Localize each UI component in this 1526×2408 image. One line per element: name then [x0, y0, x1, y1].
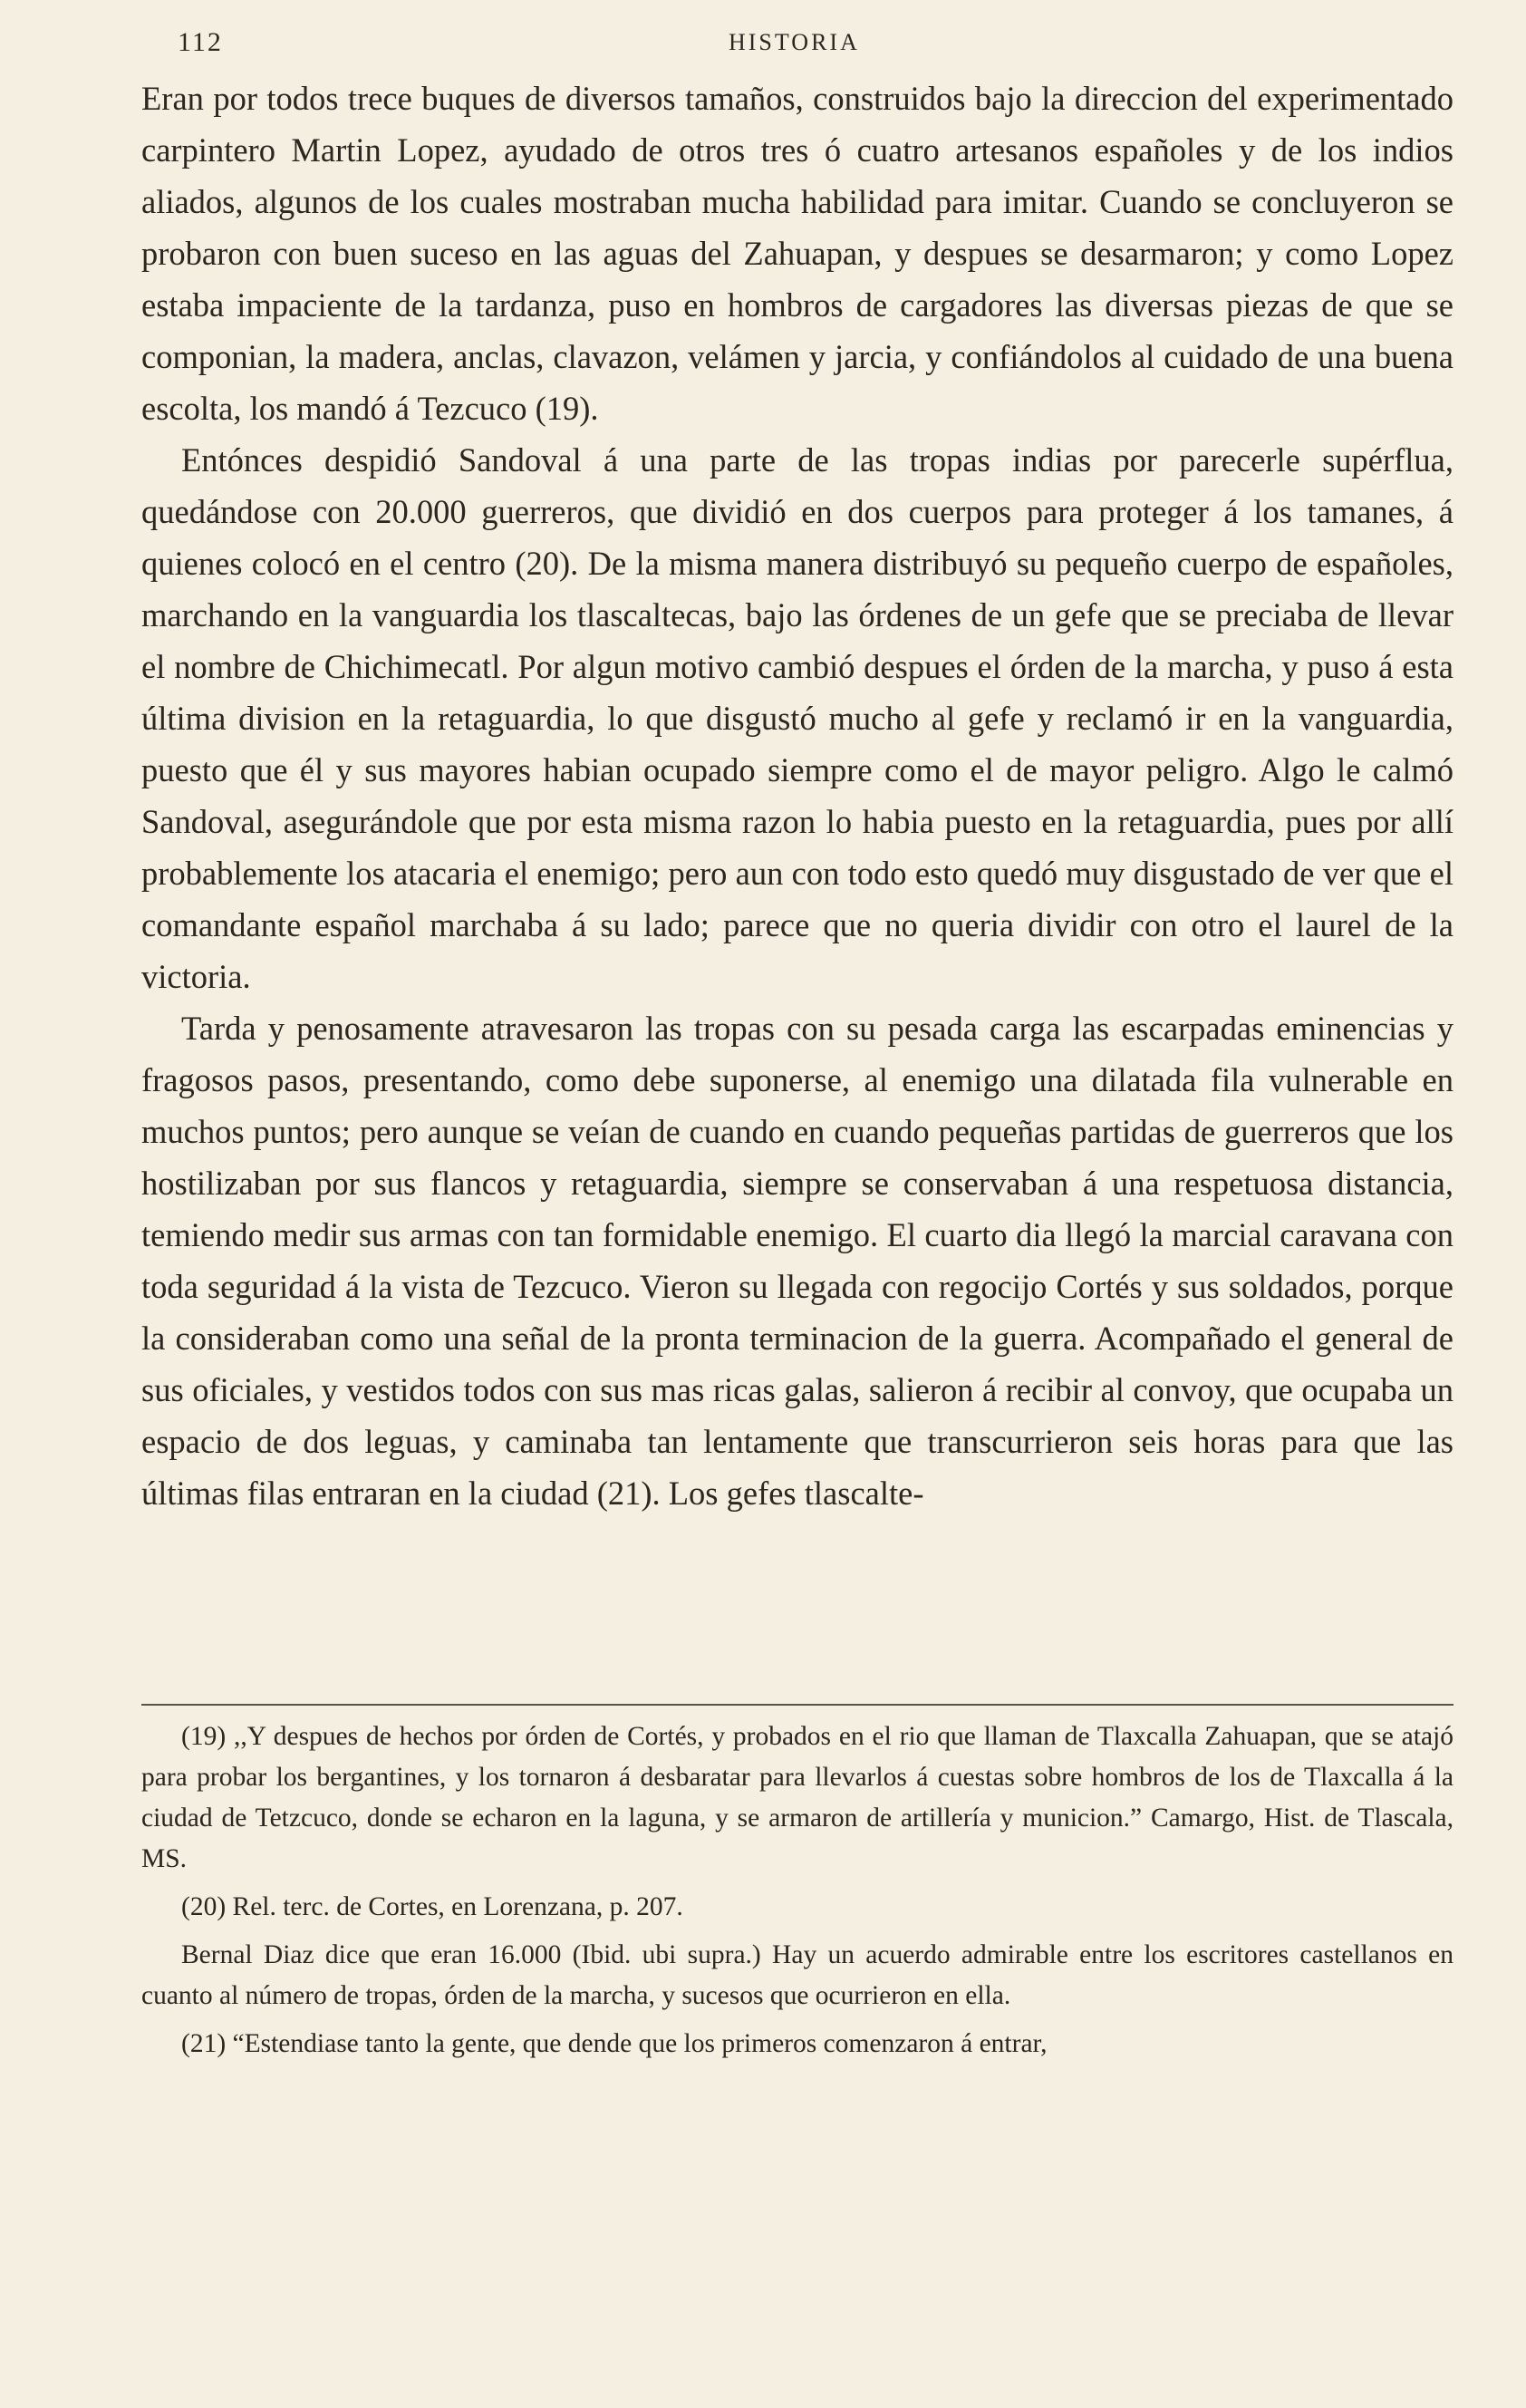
- footnote-20-continued: Bernal Diaz dice que eran 16.000 (Ibid. ubi supra.) Hay un acuerdo admirable entre los escritores castellanos en cuanto al número de tropas, órden de la marcha, y sucesos que ocurrieron en ella.: [141, 1940, 1454, 2010]
- page-number: 112: [178, 27, 223, 57]
- main-text: [141, 73, 1454, 1519]
- paragraph-2: Entónces despidió Sandoval á una parte de las tropas indias por parecerle supérflua, quedándose con 20.000 guerreros, que dividió en dos cuerpos para proteger á los tamanes, á quienes colocó en el centro (20). De la misma manera distribuyó su pequeño cuerpo de españoles, marchando en la vanguardia los tlascaltecas, bajo las órdenes de un gefe que se preciaba de llevar el nombre de Chichimecatl. Por algun motivo cambió despues el órden de la marcha, y puso á esta última division en la retaguardia, lo que disgustó mucho al gefe y reclamó ir en la vanguardia, puesto que él y sus mayores habian ocupado siempre como el de mayor peligro. Algo le calmó Sandoval, asegurándole que por esta misma razon lo habia puesto en la retaguardia, pues por allí probablemente los atacaria el enemigo; pero aun con todo esto quedó muy disgustado de ver que el comandante español marchaba á su lado; parece que no queria dividir con otro el laurel de la victoria.: [141, 441, 1454, 995]
- footnotes: [141, 1717, 1454, 2065]
- paragraph-1: Eran por todos trece buques de diversos tamaños, construidos bajo la direccion del experimentado carpintero Martin Lopez, ayudado de otros tres ó cuatro artesanos españoles y de los indios aliados, algunos de los cuales mostraban mucha habilidad para imitar. Cuando se concluyeron se probaron con buen suceso en las aguas del Zahuapan, y despues se desarmaron; y como Lopez estaba impaciente de la tardanza, puso en hombros de cargadores las diversas piezas de que se componian, la madera, anclas, clavazon, velámen y jarcia, y confiándolos al cuidado de una buena escolta, los mandó á Tezcuco (19).: [141, 80, 1454, 427]
- paragraph-3: Tarda y penosamente atravesaron las tropas con su pesada carga las escarpadas eminencias y fragosos pasos, presentando, como debe suponerse, al enemigo una dilatada fila vulnerable en muchos puntos; pero aunque se veían de cuando en cuando pequeñas partidas de guerreros que los hostilizaban por sus flancos y retaguardia, siempre se conservaban á una respetuosa distancia, temiendo medir sus armas con tan formidable enemigo. El cuarto dia llegó la marcial caravana con toda seguridad á la vista de Tezcuco. Vieron su llegada con regocijo Cortés y sus soldados, porque la consideraban como una señal de la pronta terminacion de la guerra. Acompañado el general de sus oficiales, y vestidos todos con sus mas ricas galas, salieron á recibir al convoy, que ocupaba un espacio de dos leguas, y caminaba tan lentamente que transcurrieron seis horas para que las últimas filas entraran en la ciudad (21). Los gefes tlascalte-: [141, 1010, 1454, 1512]
- footnote-divider: [141, 1704, 1454, 1706]
- footnote-20: (20) Rel. terc. de Cortes, en Lorenzana, p. 207.: [181, 1892, 683, 1921]
- footnote-19: (19) ,,Y despues de hechos por órden de Cortés, y probados en el rio que llaman de Tlaxcalla Zahuapan, que se atajó para probar los bergantines, y los tornaron á desbaratar para llevarlos á cuestas sobre hombros de los de Tlaxcalla á la ciudad de Tetzcuco, donde se echaron en la laguna, y se armaron de artillería y municion.” Camargo, Hist. de Tlascala, MS.: [141, 1722, 1454, 1873]
- running-title: HISTORIA: [729, 29, 860, 55]
- page-header: [178, 27, 1446, 73]
- footnote-21: (21) “Estendiase tanto la gente, que dende que los primeros comenzaron á entrar,: [181, 2029, 1048, 2058]
